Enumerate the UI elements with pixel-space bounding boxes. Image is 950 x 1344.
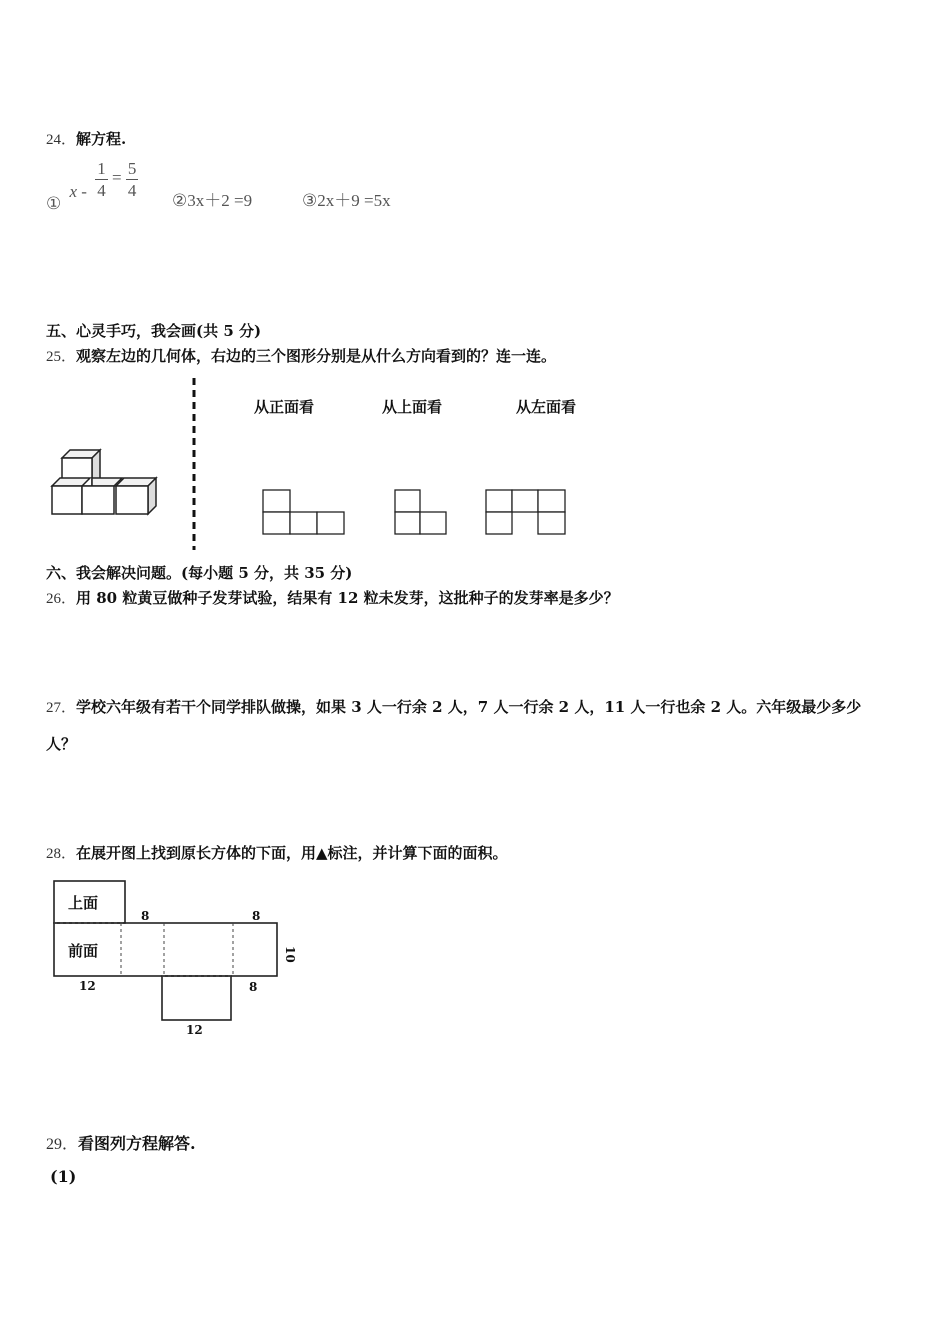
q26-question xyxy=(46,587,619,608)
eq1-fraction-2: $\frac{5}{4}$ xyxy=(127,159,137,200)
net-dim-d: 12 xyxy=(79,979,96,993)
q24-number: 24． xyxy=(46,132,77,148)
view-shape-2 xyxy=(394,489,450,535)
q28-text: 在展开图上找到原长方体的下面，用▲标注，并计算下面的面积。 xyxy=(76,844,508,862)
q27-text-line1: 学校六年级有若干个同学排队做操，如果 3 人一行余 2 人，7 人一行余 2 人，11 人一行也余 2 人。六年级最少多少 xyxy=(76,698,862,716)
q27-number: 27． xyxy=(46,700,77,716)
eq1-marker: ① xyxy=(46,194,62,214)
q26-number: 26． xyxy=(46,591,77,607)
q27-question xyxy=(46,696,861,717)
net-dim-e: 8 xyxy=(249,980,258,994)
q24-equation-1 xyxy=(46,159,138,214)
eq1-var: x xyxy=(69,182,78,202)
view-left-label: 从左面看 xyxy=(516,398,577,416)
q27-text-line2: 人？ xyxy=(46,735,77,753)
q28-net-diagram xyxy=(46,876,306,1042)
section5-heading: 五、心灵手巧，我会画(共 5 分) xyxy=(46,322,262,340)
q29-text: 看图列方程解答. xyxy=(78,1134,196,1153)
q24-title-text: 解方程. xyxy=(76,130,127,148)
view-shape-1 xyxy=(262,489,346,535)
eq1-eq: = xyxy=(111,168,122,188)
net-bottom-face xyxy=(162,976,231,1020)
q25-divider xyxy=(190,378,198,550)
q25-number: 25． xyxy=(46,349,77,365)
q25-text: 观察左边的几何体，右边的三个图形分别是从什么方向看到的？连一连。 xyxy=(76,347,557,365)
q28-number: 28． xyxy=(46,846,77,862)
q29-sub: (1) xyxy=(50,1167,77,1186)
view-top-label: 从上面看 xyxy=(382,398,443,416)
q28-question xyxy=(46,842,508,863)
q24-equation-2: ②3x＋2 =9 xyxy=(172,191,253,210)
net-label-top: 上面 xyxy=(68,894,99,912)
q25-question xyxy=(46,345,556,366)
net-dim-c: 10 xyxy=(283,946,297,963)
net-label-front: 前面 xyxy=(68,942,99,960)
view-shape-3 xyxy=(485,489,569,535)
q25-cube-figure xyxy=(46,440,176,520)
q29-number: 29． xyxy=(46,1136,79,1153)
section6-heading: 六、我会解决问题。(每小题 5 分，共 35 分) xyxy=(46,564,353,582)
q26-text: 用 80 粒黄豆做种子发芽试验，结果有 12 粒未发芽，这批种子的发芽率是多少？ xyxy=(76,589,619,607)
net-dim-a: 8 xyxy=(141,909,150,923)
q24-title xyxy=(46,128,126,149)
eq1-fraction-1: $\frac{1}{4}$ xyxy=(97,159,106,200)
net-dim-b: 8 xyxy=(252,909,261,923)
q24-equation-3: ③2x＋9 =5x xyxy=(302,191,391,210)
net-dim-f: 12 xyxy=(186,1023,203,1037)
q29-question xyxy=(46,1131,196,1154)
eq1-op: - xyxy=(81,182,87,202)
view-front-label: 从正面看 xyxy=(254,398,315,416)
